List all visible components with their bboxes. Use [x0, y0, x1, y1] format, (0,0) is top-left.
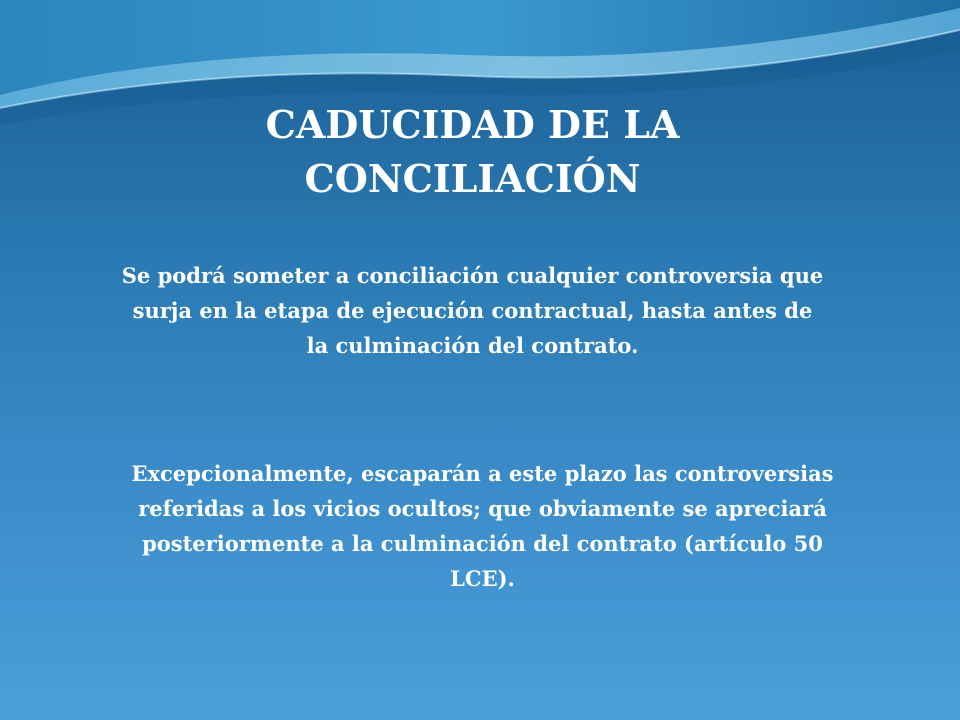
slide-title — [0, 98, 945, 206]
body-paragraph-1: Se podrá someter a conciliación cualquier controversia que surja en la etapa de ejecución contractual, hasta antes de la culminación del contrato. — [121, 263, 824, 358]
body-paragraph-2: Excepcionalmente, escaparán a este plazo las controversias referidas a los vicios ocultos; que obviamente se apreciará posteriormente a la culminación del contrato (artículo 50 LCE). — [131, 461, 834, 591]
slide-title-line-1: CADUCIDAD DE LA — [265, 102, 680, 147]
slide-title-line-2: CONCILIACIÓN — [304, 156, 641, 201]
